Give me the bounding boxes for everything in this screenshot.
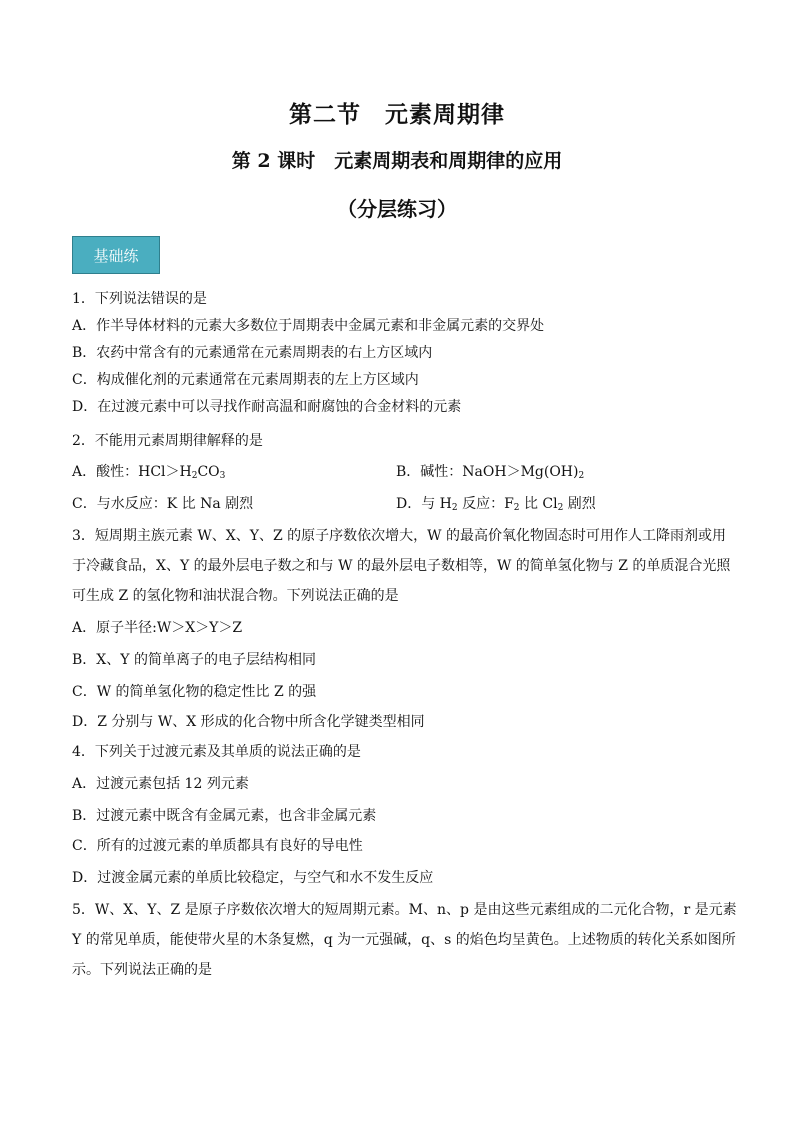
q4-option-c: C．所有的过渡元素的单质都具有良好的导电性 xyxy=(72,838,363,854)
q1-option-b: B．农药中常含有的元素通常在元素周期表的右上方区域内 xyxy=(72,345,433,361)
question-3-stem-line-1: 3．短周期主族元素 W、X、Y、Z 的原子序数依次增大，W 的最高价氧化物固态时可用作人工降雨剂或用 xyxy=(72,528,726,544)
level-badge: 基础练 xyxy=(72,236,160,274)
question-1-stem: 1．下列说法错误的是 xyxy=(72,291,207,307)
question-5-stem-line-3: 示。下列说法正确的是 xyxy=(72,962,212,978)
lesson-title: 第 2 课时 元素周期表和周期律的应用 xyxy=(231,150,563,172)
q1-option-c: C．构成催化剂的元素通常在元素周期表的左上方区域内 xyxy=(72,372,419,388)
q4-option-b: B．过渡元素中既含有金属元素，也含非金属元素 xyxy=(72,808,377,824)
q3-option-b: B．X、Y 的简单离子的电子层结构相同 xyxy=(72,652,316,668)
q3-option-c: C．W 的简单氢化物的稳定性比 Z 的强 xyxy=(72,684,317,700)
question-3-stem-line-3: 可生成 Z 的氢化物和油状混合物。下列说法正确的是 xyxy=(72,588,399,604)
q2-option-d: D．与 $H_2$ 反应：$F_2$ 比 $Cl_2$ 剧烈 xyxy=(396,496,596,513)
q3-option-a: A．原子半径:W＞X＞Y＞Z xyxy=(72,620,243,636)
question-5-stem-line-2: Y 的常见单质，能使带火星的木条复燃，q 为一元强碱，q、s 的焰色均呈黄色。上述物质的转化关系如图所 xyxy=(72,932,736,948)
question-5-stem-line-1: 5．W、X、Y、Z 是原子序数依次增大的短周期元素。M、n、p 是由这些元素组成的二元化合物，r 是元素 xyxy=(72,902,737,918)
q2-option-c: C．与水反应：K 比 Na 剧烈 xyxy=(72,496,254,512)
q4-option-d: D．过渡金属元素的单质比较稳定，与空气和水不发生反应 xyxy=(72,870,434,886)
q1-option-a: A．作半导体材料的元素大多数位于周期表中金属元素和非金属元素的交界处 xyxy=(72,318,545,334)
q2-option-b: B．碱性：$NaOH>Mg(OH)_2$ xyxy=(396,464,585,481)
q3-option-d: D．Z 分别与 W、X 形成的化合物中所含化学键类型相同 xyxy=(72,714,425,730)
q2-option-a: A．酸性：$HCl>H_2CO_3$ xyxy=(72,464,226,481)
practice-label: （分层练习） xyxy=(337,197,457,221)
q4-option-a: A．过渡元素包括 12 列元素 xyxy=(72,776,249,792)
q1-option-d: D．在过渡元素中可以寻找作耐高温和耐腐蚀的合金材料的元素 xyxy=(72,399,462,415)
question-2-stem: 2．不能用元素周期律解释的是 xyxy=(72,433,263,449)
question-3-stem-line-2: 于冷藏食品，X、Y 的最外层电子数之和与 W 的最外层电子数相等，W 的简单氢化物与 Z 的单质混合光照 xyxy=(72,558,731,574)
question-4-stem: 4．下列关于过渡元素及其单质的说法正确的是 xyxy=(72,744,361,760)
section-title: 第二节 元素周期律 xyxy=(289,101,505,128)
